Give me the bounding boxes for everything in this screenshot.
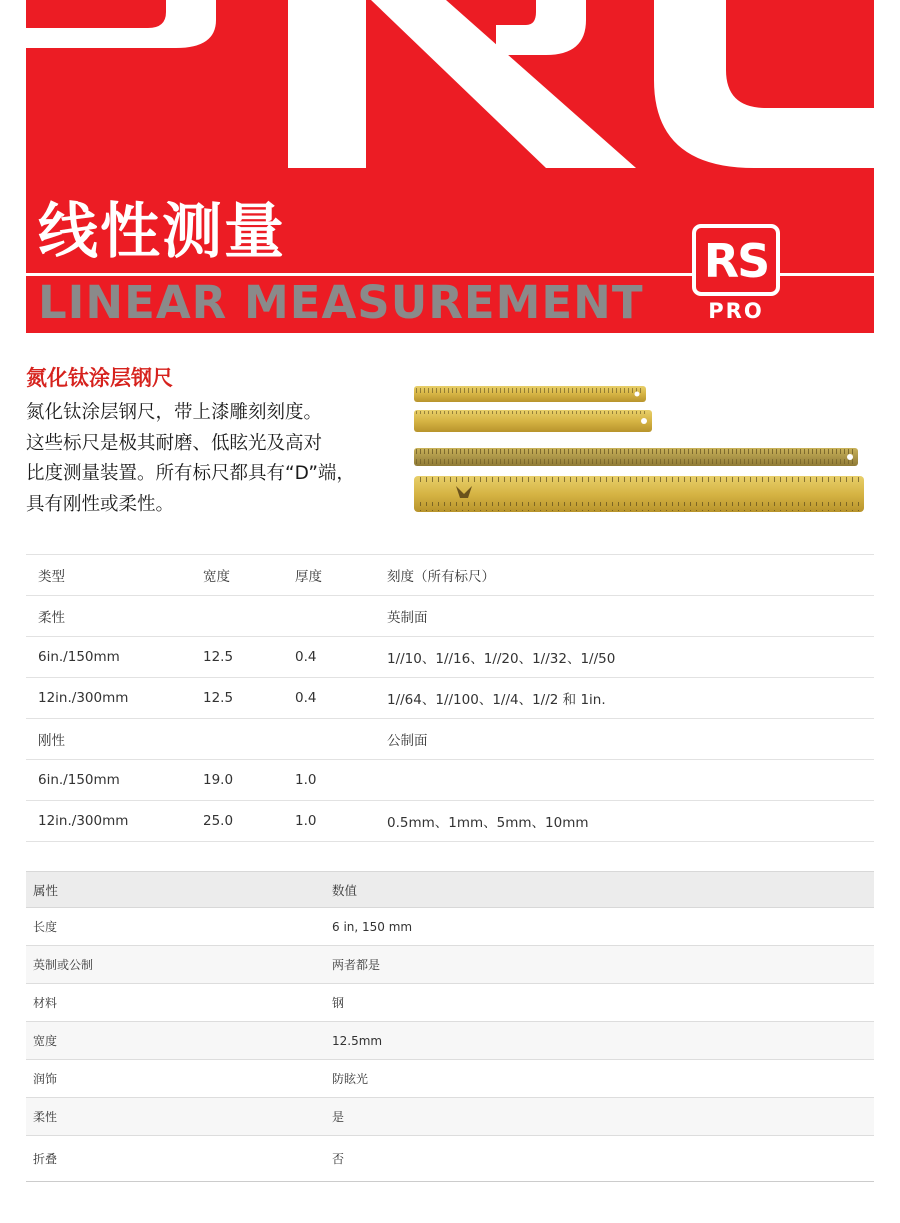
attribute-table: [26, 871, 874, 1182]
ruler-2: [414, 410, 652, 432]
table-cell: [203, 596, 295, 637]
table-cell: 25.0: [203, 801, 295, 842]
table-cell: 1//64、1//100、1//4、1//2 和 1in.: [387, 678, 874, 719]
table-cell: 0.4: [295, 678, 387, 719]
attribute-name: 润饰: [26, 1060, 332, 1098]
table-row: [26, 1098, 874, 1136]
attribute-value: 钢: [332, 984, 874, 1022]
table-cell: 英制面: [387, 596, 874, 637]
product-description: [26, 398, 418, 520]
ruler-3: [414, 448, 858, 466]
attribute-value: 是: [332, 1098, 874, 1136]
hero-banner: [26, 0, 874, 333]
table-cell: 12in./300mm: [26, 678, 203, 719]
attribute-name: 柔性: [26, 1098, 332, 1136]
table-row: [26, 678, 874, 719]
table-cell: 12.5: [203, 678, 295, 719]
table-cell: 6in./150mm: [26, 760, 203, 801]
attribute-name: 长度: [26, 908, 332, 946]
product-heading: 氮化钛涂层钢尺: [26, 366, 173, 390]
table-row: [26, 908, 874, 946]
header-cell: 厚度: [295, 555, 387, 596]
letter-r-stem: [288, 0, 366, 168]
attribute-value: 两者都是: [332, 946, 874, 984]
attribute-name: 折叠: [26, 1136, 332, 1182]
table-cell: 12.5: [203, 637, 295, 678]
table-row: [26, 1022, 874, 1060]
table-cell: 柔性: [26, 596, 203, 637]
attribute-value: 6 in, 150 mm: [332, 908, 874, 946]
table-row: [26, 719, 874, 760]
table-header-row: [26, 555, 874, 596]
attribute-name: 宽度: [26, 1022, 332, 1060]
table-cell: 公制面: [387, 719, 874, 760]
ruler-spec-table: [26, 554, 874, 842]
table-row: [26, 984, 874, 1022]
attribute-value: 否: [332, 1136, 874, 1182]
header-cell: 属性: [26, 872, 332, 908]
table-cell: 刚性: [26, 719, 203, 760]
attribute-value: 防眩光: [332, 1060, 874, 1098]
ruler-4: [414, 476, 864, 512]
description-line: 氮化钛涂层钢尺，带上漆雕刻刻度。: [26, 402, 323, 423]
rs-logo-mark: RS: [703, 234, 769, 288]
table-cell: [295, 596, 387, 637]
table-cell: [295, 719, 387, 760]
table-header-row: [26, 872, 874, 908]
table-row: [26, 946, 874, 984]
letter-o-shape: [654, 0, 874, 168]
banner-title-en: LINEAR MEASUREMENT: [38, 276, 644, 329]
attribute-name: 材料: [26, 984, 332, 1022]
rs-logo-sub: PRO: [708, 299, 764, 323]
table-cell: 1//10、1//16、1//20、1//32、1//50: [387, 637, 874, 678]
table-cell: 1.0: [295, 801, 387, 842]
attribute-name: 英制或公制: [26, 946, 332, 984]
table-cell: 0.5mm、1mm、5mm、10mm: [387, 801, 874, 842]
ruler-1: [414, 386, 646, 402]
gold-steel-rulers-photo: [408, 378, 870, 518]
table-cell: 12in./300mm: [26, 801, 203, 842]
description-line: 具有刚性或柔性。: [26, 493, 175, 515]
rs-logo-box: [692, 224, 780, 296]
pro-letterform-graphic: [26, 0, 874, 190]
table-row: [26, 596, 874, 637]
header-cell: 数值: [332, 872, 874, 908]
table-cell: 6in./150mm: [26, 637, 203, 678]
table-cell: [203, 719, 295, 760]
banner-title-cn: 线性测量: [38, 197, 286, 267]
attribute-value: 12.5mm: [332, 1022, 874, 1060]
table-row: [26, 801, 874, 842]
header-cell: 类型: [26, 555, 203, 596]
table-row: [26, 760, 874, 801]
description-line: 这些标尺是极其耐磨、低眩光及高对: [26, 432, 323, 454]
description-line: 比度测量装置。所有标尺都具有“D”端，: [26, 463, 355, 484]
header-cell: 刻度（所有标尺）: [387, 555, 874, 596]
rs-pro-logo: [692, 224, 780, 326]
header-cell: 宽度: [203, 555, 295, 596]
table-cell: 19.0: [203, 760, 295, 801]
table-cell: [387, 760, 874, 801]
table-cell: 0.4: [295, 637, 387, 678]
table-cell: 1.0: [295, 760, 387, 801]
table-row: [26, 637, 874, 678]
table-row: [26, 1136, 874, 1182]
table-row: [26, 1060, 874, 1098]
